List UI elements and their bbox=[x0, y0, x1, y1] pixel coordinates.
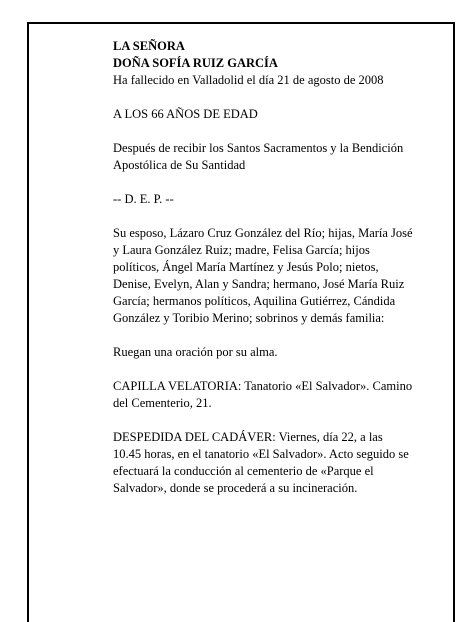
death-details: Ha fallecido en Valladolid el día 21 de agosto de 2008 bbox=[113, 73, 384, 87]
deceased-name: DOÑA SOFÍA RUIZ GARCÍA bbox=[113, 56, 278, 70]
chapel-paragraph: CAPILLA VELATORIA: Tanatorio «El Salvador». Camino del Cementerio, 21. bbox=[113, 379, 413, 410]
title-line: LA SEÑORA bbox=[113, 39, 185, 53]
obituary-notice bbox=[113, 38, 413, 514]
rip-line: -- D. E. P. -- bbox=[113, 192, 174, 206]
prayer-line: Ruegan una oración por su alma. bbox=[113, 345, 278, 359]
age-line: A LOS 66 AÑOS DE EDAD bbox=[113, 107, 258, 121]
family-paragraph: Su esposo, Lázaro Cruz González del Río; hijas, María José y Laura González Ruiz; madre, Felisa García; hijos políticos, Ángel María Martínez y Jesús Polo; nietos, Denise, Evelyn, Alan y Sandra; hermano, José María Ruiz García; hermanos políticos, Aquilina Gutiérrez, Cándida González y Toribio Merino; sobrinos y demás familia: bbox=[113, 226, 413, 325]
farewell-paragraph: DESPEDIDA DEL CADÁVER: Viernes, día 22, a las 10.45 horas, en el tanatorio «El Salvador». Acto seguido se efectuará la conducción al cementerio de «Parque el Salvador», donde se procederá a su incineración. bbox=[113, 430, 409, 495]
sacraments-paragraph: Después de recibir los Santos Sacramentos y la Bendición Apostólica de Su Santidad bbox=[113, 141, 404, 172]
